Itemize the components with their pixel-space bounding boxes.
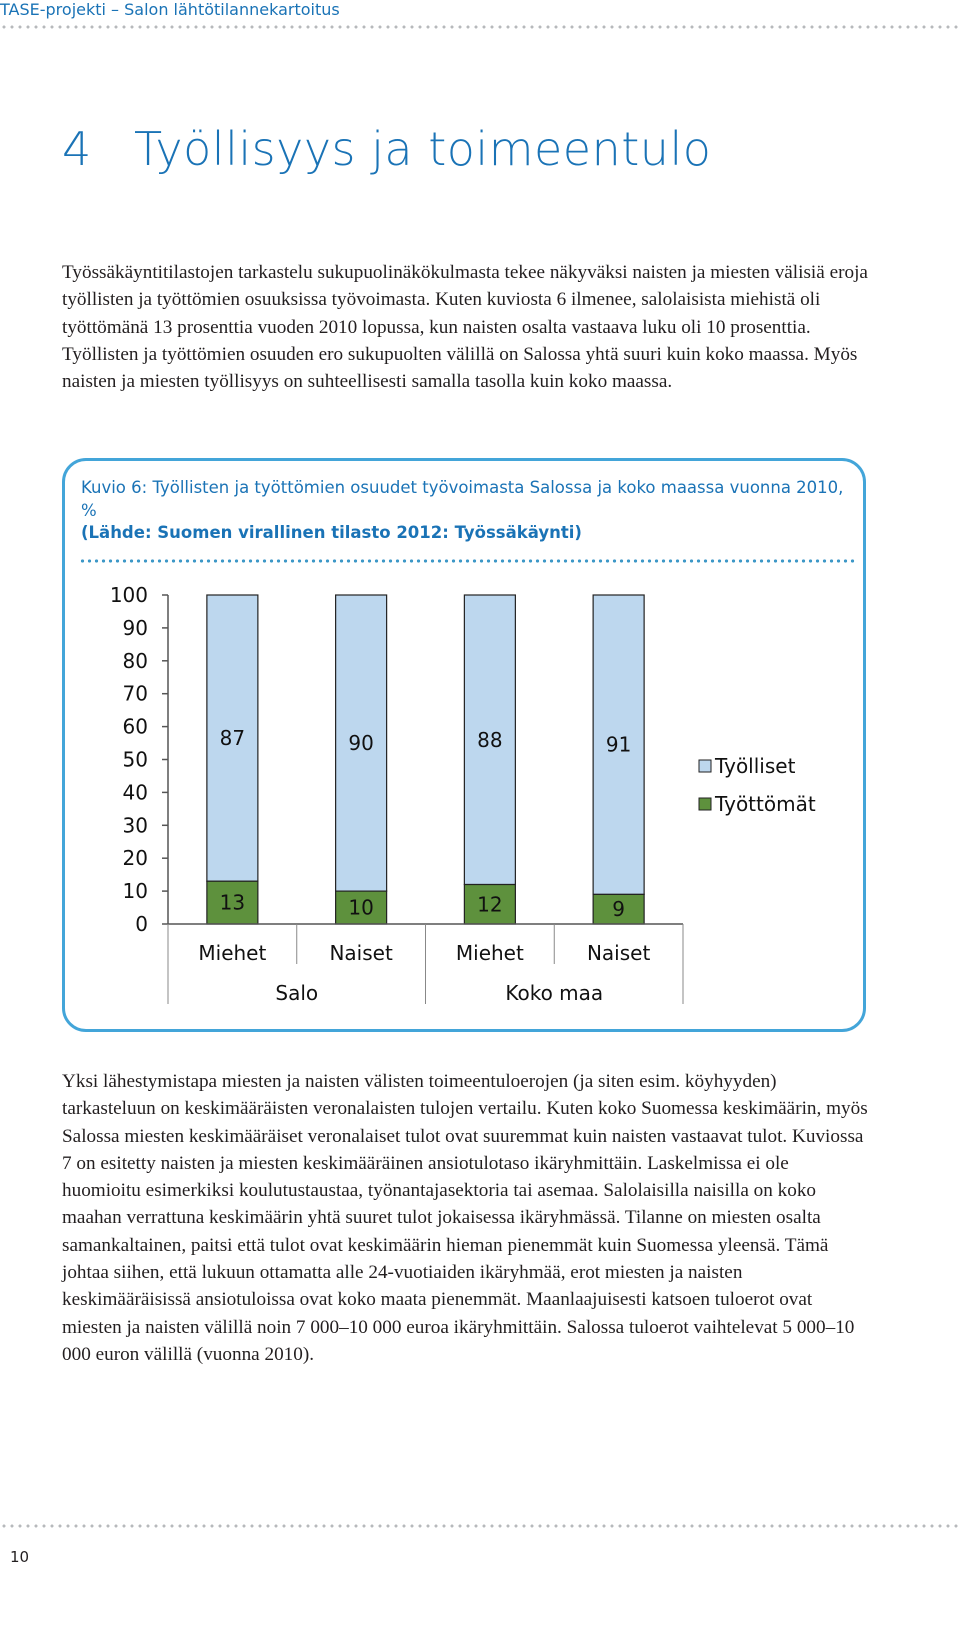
data-label-tyolliset: 90	[348, 731, 374, 756]
y-tick-label: 20	[122, 846, 148, 871]
y-tick-label: 60	[122, 714, 148, 739]
y-tick-label: 80	[122, 648, 148, 673]
data-label-tyottomat: 13	[219, 890, 246, 915]
y-tick-label: 50	[122, 747, 148, 772]
y-tick-label: 0	[135, 912, 148, 936]
data-label-tyottomat: 10	[348, 895, 374, 920]
figure-source: (Lähde: Suomen virallinen tilasto 2012: Työssäkäynti)	[81, 523, 582, 542]
chapter-title	[62, 122, 711, 176]
y-tick-label: 90	[122, 615, 148, 640]
chapter-title-text: Työllisyys ja toimeentulo	[134, 122, 712, 176]
category-label: Miehet	[198, 941, 267, 965]
data-label-tyolliset: 88	[477, 727, 503, 752]
figure-caption-title: Kuvio 6: Työllisten ja työttömien osuudet työvoimasta Salossa ja koko maassa vuonna 2010, %	[81, 478, 844, 520]
header-dotted-rule	[0, 25, 960, 29]
data-label-tyottomat: 12	[477, 892, 503, 917]
income-paragraph: Yksi lähestymistapa miesten ja naisten välisten toimeentuloerojen (ja siten esim. köyhyyden) tarkasteluun on keskimääräisten veronalaisten tulojen vertailu. Kuten koko Suomessa keskimäärin, myös Salossa miesten keskimääräiset veronalaiset tulot ovat suuremmat kuin naisten vastaavat tulot. Kuviossa 7 on esitetty naisten ja miesten keskimääräinen ansiotulotaso ikäryhmittäin. Laskelmissa ei ole huomioitu esimerkiksi koulutustaustaa, työnantajasektoria tai asemaa. Salolaisilla naisilla on koko maahan verrattuna keskimäärin yhtä suuret tulot jokaisessa ikäryhmässä. Tilanne on miesten osalta samankaltainen, paitsi että tulot ovat keskimäärin hieman pienemmät kuin Suomessa yleensä. Tämä johtaa siihen, että lukuun ottamatta alle 24-vuotiaiden ikäryhmää, erot miesten ja naisten keskimääräisissä ansiotuloissa ovat koko maata pienemmät. Maanlaajuisesti katsoen tuloerot ovat miesten ja naisten välillä noin 7 000–10 000 euroa ikäryhmittäin. Salossa tuloerot vaihtelevat 5 000–10 000 euron välillä (vuonna 2010).	[62, 1071, 868, 1365]
data-label-tyolliset: 91	[605, 732, 632, 757]
figure-6-box	[62, 458, 866, 1032]
data-label-tyolliset: 87	[219, 726, 246, 751]
intro-paragraph: Työssäkäyntitilastojen tarkastelu sukupuolinäkökulmasta tekee näkyväksi naisten ja miesten välisiä eroja työllisten ja työttömien osuuksissa työvoimasta. Kuten kuviosta 6 ilmenee, salolaisista miehistä oli työttömänä 13 prosenttia vuoden 2010 lopussa, kun naisten osalta vastaava luku oli 10 prosenttia. Työllisten ja työttömien osuuden ero sukupuolten välillä on Salossa yhtä suuri kuin koko maassa. Myös naisten ja miesten työllisyys on suhteellisesti samalla tasolla kuin koko maassa.	[62, 262, 868, 393]
y-tick-label: 10	[122, 879, 148, 904]
legend-swatch	[699, 798, 711, 810]
data-label-tyottomat: 9	[612, 897, 625, 922]
group-label: Koko maa	[505, 981, 604, 1005]
chapter-number: 4	[62, 122, 92, 176]
group-label: Salo	[275, 981, 319, 1005]
legend-label: Työlliset	[715, 754, 796, 778]
stacked-bar-chart	[65, 461, 863, 1029]
page-number: 10	[10, 1548, 30, 1566]
legend-label: Työttömät	[715, 792, 816, 816]
y-tick-label: 100	[109, 583, 148, 607]
category-label: Naiset	[329, 941, 393, 965]
y-tick-label: 70	[122, 681, 148, 706]
y-tick-label: 30	[122, 813, 148, 838]
running-header: TASE-projekti – Salon lähtötilannekartoitus	[0, 0, 340, 19]
footer-dotted-rule	[0, 1524, 960, 1528]
y-tick-label: 40	[122, 780, 148, 805]
category-label: Naiset	[586, 941, 651, 965]
category-label: Miehet	[455, 941, 524, 965]
legend-swatch	[699, 760, 711, 772]
